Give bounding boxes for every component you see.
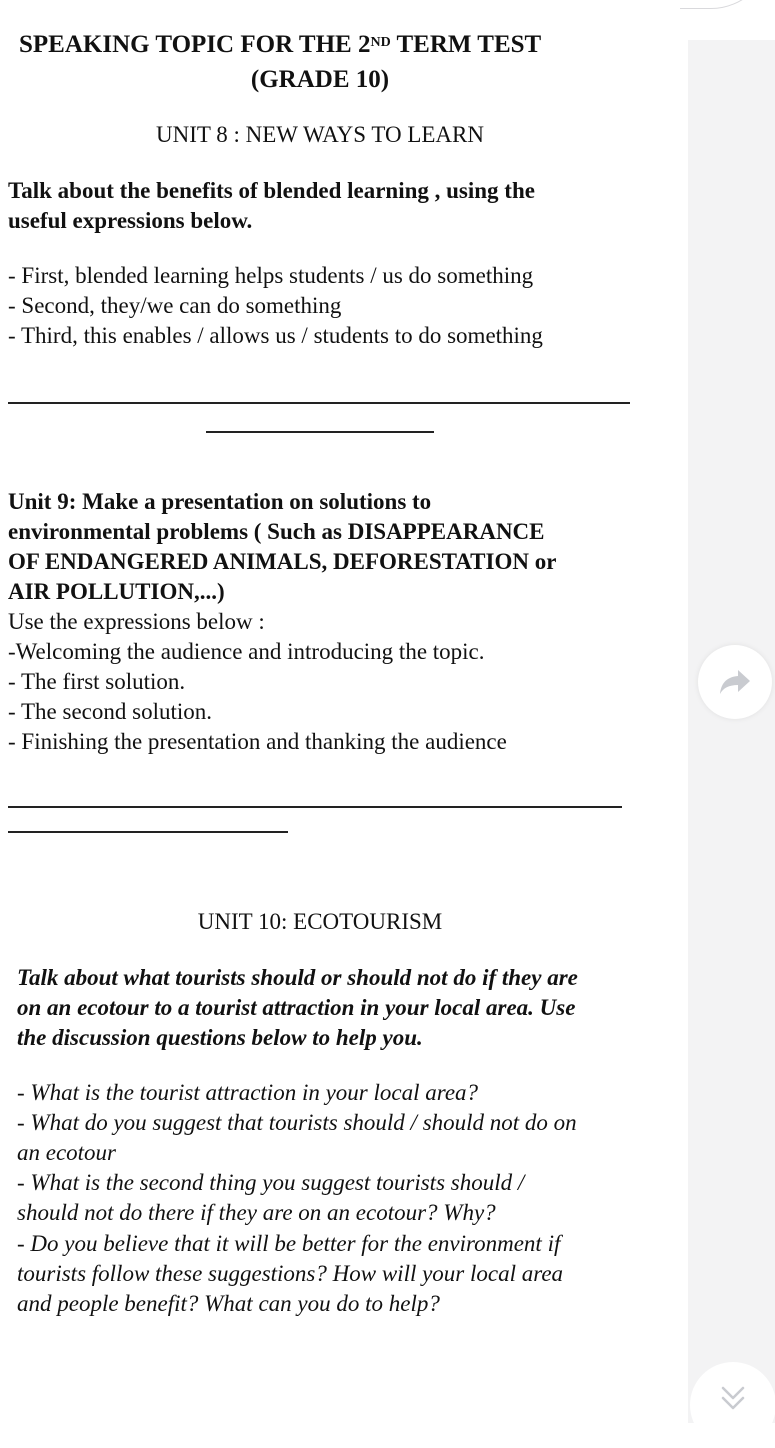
unit9-expression: - The second solution.	[8, 699, 212, 724]
unit8-prompt-line: useful expressions below.	[8, 208, 253, 233]
unit9-title-line: environmental problems ( Such as DISAPPEARANCE	[8, 519, 545, 544]
top-corner-button[interactable]	[680, 0, 771, 9]
unit8-expression: - Third, this enables / allows us / students to do something	[8, 323, 543, 348]
unit8-prompt-line: Talk about the benefits of blended learning , using the	[8, 178, 535, 203]
unit9-expression: -Welcoming the audience and introducing the topic.	[8, 639, 485, 664]
unit8-expression: - Second, they/we can do something	[8, 293, 342, 318]
unit9-intro: Use the expressions below :	[8, 609, 265, 634]
unit8-expression: - First, blended learning helps students / us do something	[8, 263, 534, 288]
divider-line	[8, 806, 622, 808]
unit8-heading: UNIT 8 : NEW WAYS TO LEARN	[156, 122, 484, 147]
unit9-expression: - Finishing the presentation and thanking the audience	[8, 729, 507, 754]
unit10-question-line: should not do there if they are on an ecotour? Why?	[17, 1200, 496, 1225]
divider-line	[8, 831, 288, 833]
unit10-heading: UNIT 10: ECOTOURISM	[197, 909, 443, 934]
unit10-prompt-line: Talk about what tourists should or should not do if they are	[17, 965, 578, 990]
share-button[interactable]	[698, 645, 772, 719]
unit10-question-line: an ecotour	[17, 1140, 117, 1165]
unit9-expression: - The first solution.	[8, 669, 186, 694]
scroll-down-button[interactable]	[690, 1362, 775, 1448]
unit10-question-line: - What do you suggest that tourists should / should not do on	[17, 1110, 577, 1135]
unit10-question-line: - What is the tourist attraction in your local area?	[17, 1080, 479, 1105]
divider-line	[8, 402, 630, 404]
unit10-question-line: - What is the second thing you suggest tourists should /	[17, 1170, 525, 1195]
page-title: SPEAKING TOPIC FOR THE 2ND TERM TEST	[19, 31, 542, 58]
unit9-title-line: OF ENDANGERED ANIMALS, DEFORESTATION or	[8, 549, 557, 574]
unit10-prompt-line: the discussion questions below to help you.	[17, 1025, 423, 1050]
divider-line	[206, 431, 434, 433]
unit10-question-line: and people benefit? What can you do to help?	[17, 1291, 440, 1316]
unit10-question-line: - Do you believe that it will be better for the environment if	[17, 1231, 561, 1256]
side-panel	[688, 40, 775, 1423]
unit10-question-line: tourists follow these suggestions? How will your local area	[17, 1261, 564, 1286]
share-arrow-icon	[718, 668, 752, 696]
unit10-prompt-line: on an ecotour to a tourist attraction in your local area. Use	[17, 995, 576, 1020]
unit9-title-line: Unit 9: Make a presentation on solutions to	[8, 489, 432, 514]
grade-subtitle: (GRADE 10)	[250, 66, 390, 93]
double-chevron-down-icon	[719, 1384, 747, 1414]
unit9-title-line: AIR POLLUTION,...)	[8, 579, 225, 604]
